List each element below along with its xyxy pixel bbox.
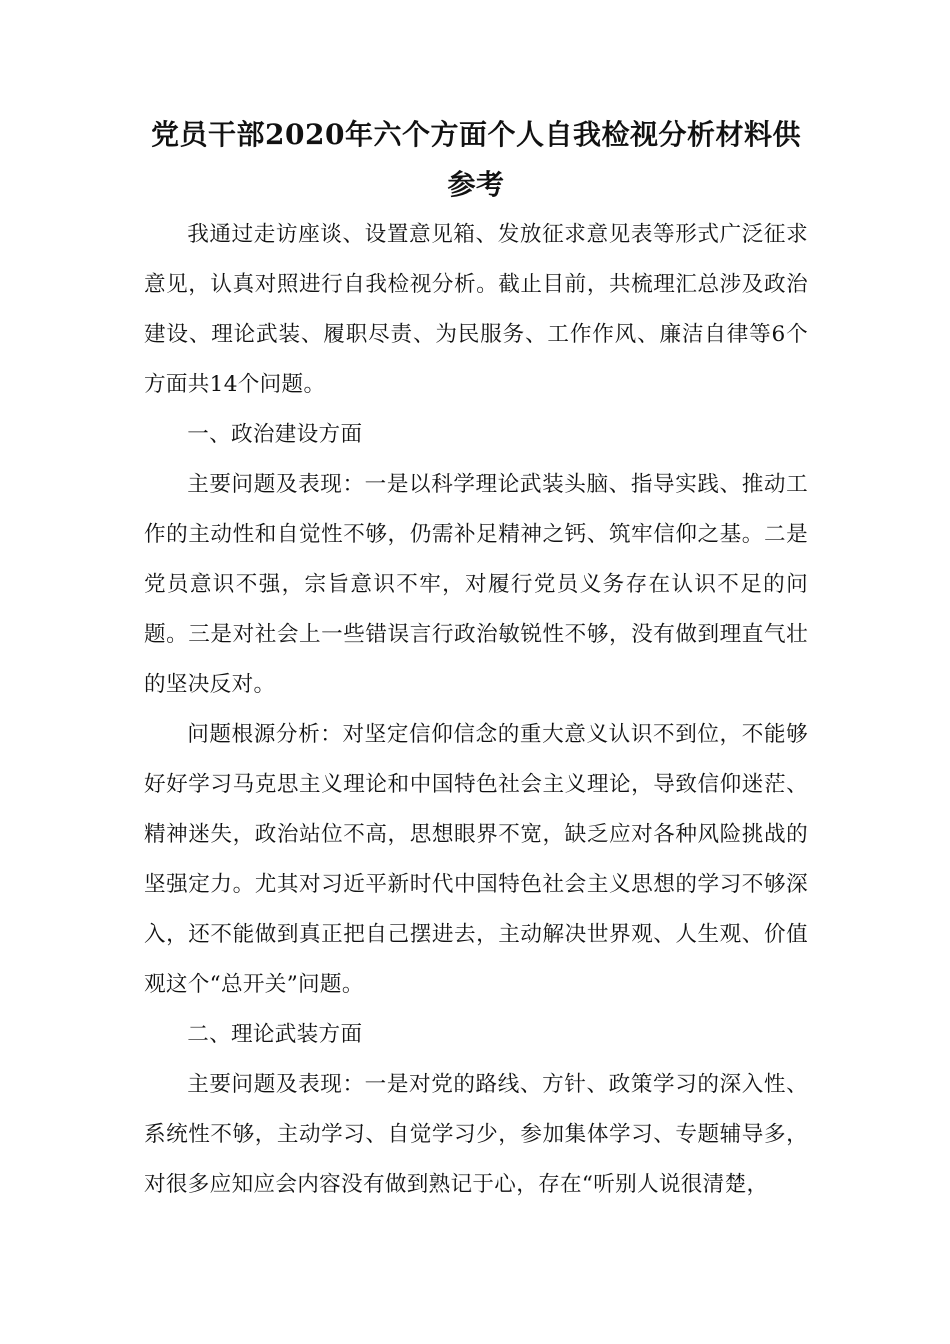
political-root-cause-paragraph: 问题根源分析：对坚定信仰信念的重大意义认识不到位，不能够好好学习马克思主义理论和中国特色社会主义理论，导致信仰迷茫、精神迷失，政治站位不高，思想眼界不宽，缺乏应对各种风险挑战的坚强定力。尤其对习近平新时代中国特色社会主义思想的学习不够深入，还不能做到真正把自己摆进去，主动解决世界观、人生观、价值观这个“总开关”问题。 [144,722,808,997]
section-heading-theory: 二、理论武装方面 [187,1022,363,1047]
theory-problems-paragraph: 主要问题及表现：一是对党的路线、方针、政策学习的深入性、系统性不够，主动学习、自觉学习少，参加集体学习、专题辅导多，对很多应知应会内容没有做到熟记于心，存在“听别人说很清楚， [144,1072,808,1197]
document-page [144,110,808,1210]
political-problems-paragraph: 主要问题及表现：一是以科学理论武装头脑、指导实践、推动工作的主动性和自觉性不够，仍需补足精神之钙、筑牢信仰之基。二是党员意识不强，宗旨意识不牢，对履行党员义务存在认识不足的问题。三是对社会上一些错误言行政治敏锐性不够，没有做到理直气壮的坚决反对。 [144,472,808,697]
section-heading-political: 一、政治建设方面 [187,422,363,447]
intro-paragraph: 我通过走访座谈、设置意见箱、发放征求意见表等形式广泛征求意见，认真对照进行自我检视分析。截止目前，共梳理汇总涉及政治建设、理论武装、履职尽责、为民服务、工作作风、廉洁自律等6个方面共14个问题。 [144,222,808,397]
document-title: 党员干部2020年六个方面个人自我检视分析材料供参考 [151,118,801,201]
